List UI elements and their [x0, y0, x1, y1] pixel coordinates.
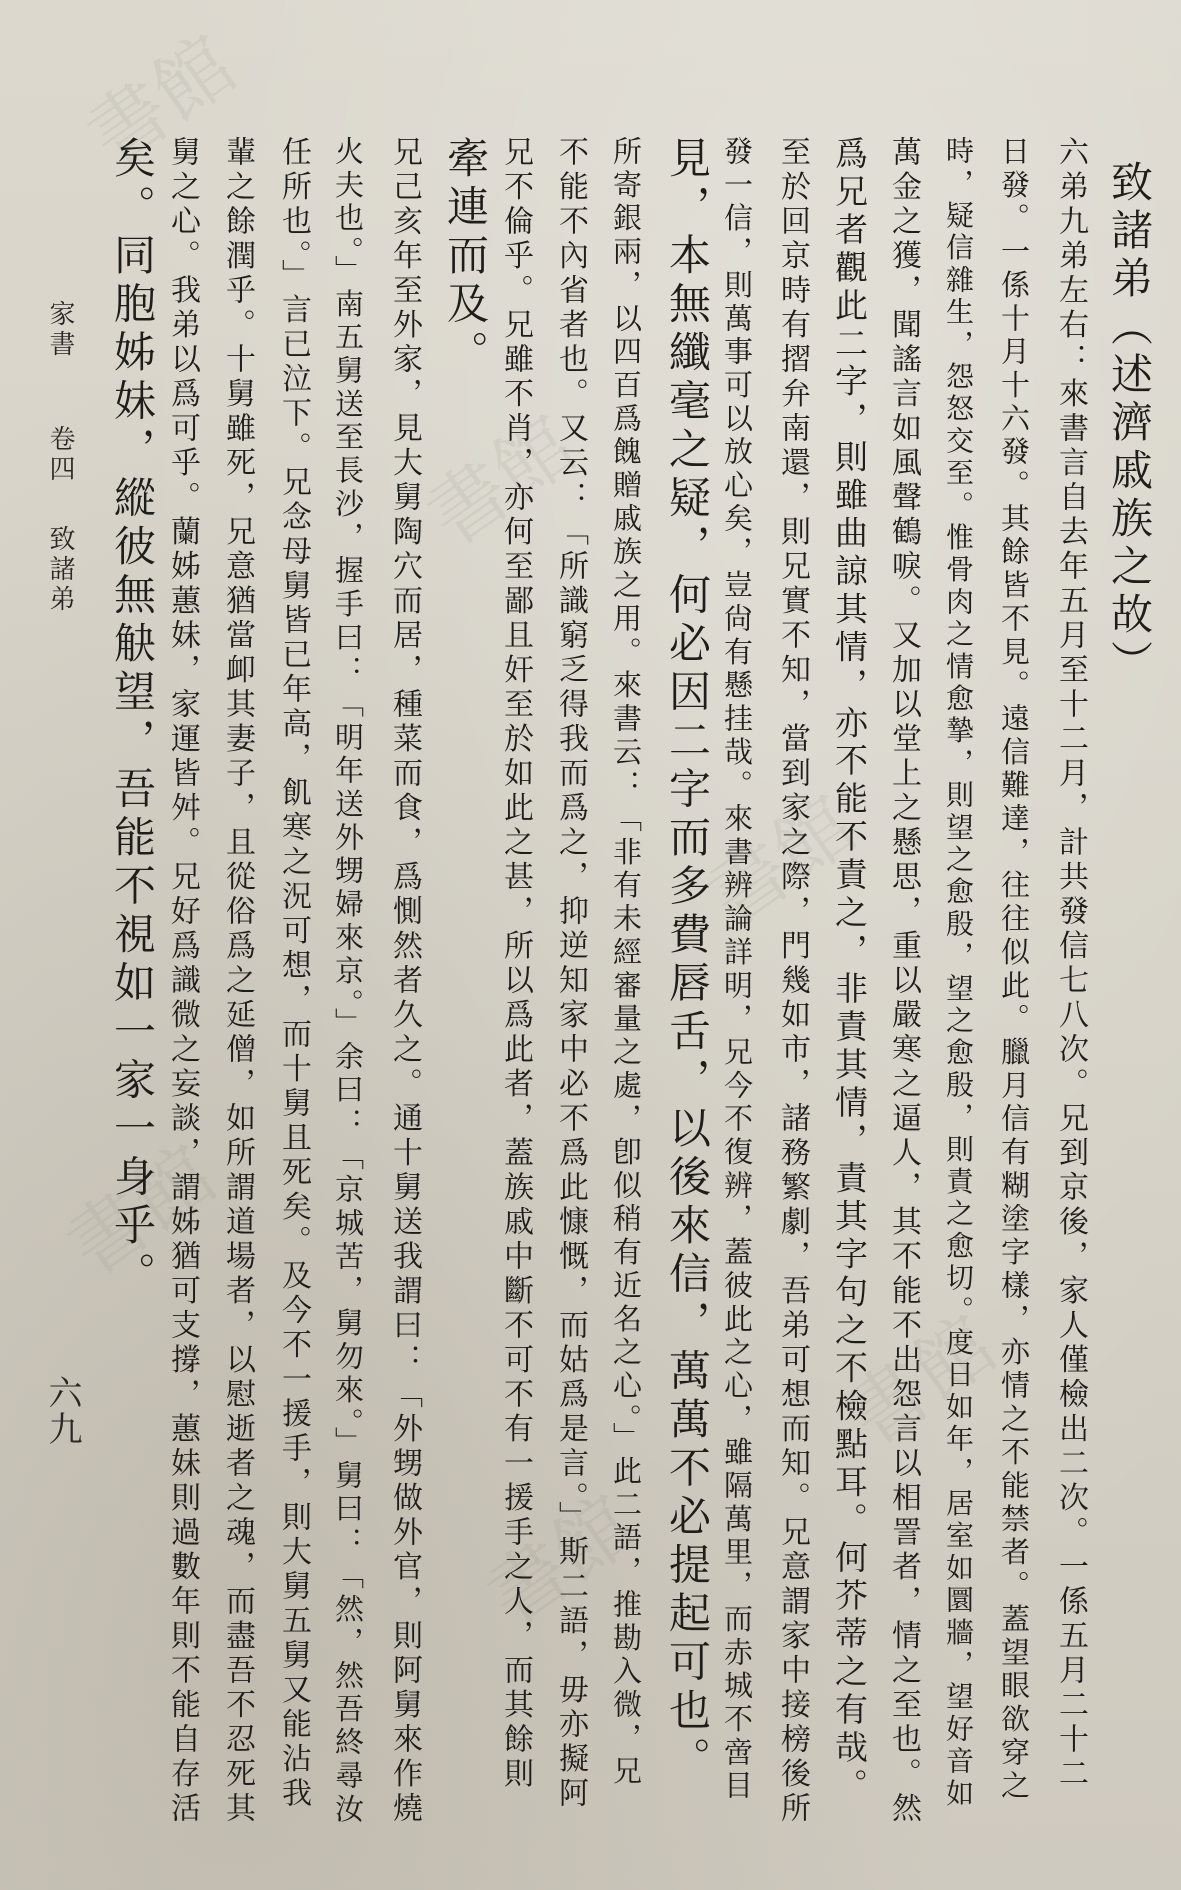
- text-column: 不能不內省者也。又云：「所識窮乏得我而爲之，抑逆知家中必不爲此慷慨，而姑爲是言。」斯二語，毋亦擬阿: [553, 136, 588, 1812]
- text-column: 任所也。」言已泣下。兄念母舅皆已年高，飢寒之況可想，而十舅且死矣。及今不一援手，則大舅五舅又能沾我: [276, 136, 311, 1812]
- text-column: 日發。一係十月十六發。其餘皆不見。遠信難達，往往似此。臘月信有糊塗字樣，亦情之不能禁者。蓋望眼欲穿之: [997, 136, 1031, 1804]
- running-header-section: 致諸弟: [45, 525, 75, 615]
- watermark: 書館: [412, 400, 592, 564]
- text-column: 兄不倫乎。兄雖不肖，亦何至鄙且奸至於如此之甚，所以爲此者，蓋族戚中斷不可不有一援手之人，而其餘則: [498, 136, 533, 1792]
- text-column: 發一信，則萬事可以放心矣，豈尙有懸挂哉。來書辨論詳明，兄今不復辨，蓋彼此之心，雖隔萬里，而赤城不啻目: [720, 136, 754, 1804]
- text-column: 至於回京時有摺弁南還，則兄實不知，當到家之際，門幾如市，諸務繁劇，吾弟可想而知。兄意謂家中接榜後所: [775, 136, 810, 1827]
- text-column: 時，疑信雜生，怨怒交至。惟骨肉之情愈摯，則望之愈殷，望之愈殷，則責之愈切。度日如年，居室如圜牆，望好音如: [942, 136, 975, 1811]
- watermark: 書館: [832, 1300, 1012, 1464]
- running-header-volume: 卷四: [45, 425, 75, 485]
- text-column: 牽連而及。: [441, 136, 490, 379]
- text-column: 火夫也。」南五舅送至長沙，握手曰：「明年送外甥婦來京。」余曰：「京城苦，舅勿來。」舅曰：「然，然吾終尋汝: [331, 136, 365, 1827]
- text-column: 所寄銀兩，以四百爲餽贈戚族之用。來書云：「非有未經審量之處，卽似稍有近名之心。」此二語，推勘入微，兄: [609, 136, 643, 1789]
- watermark: 書館: [52, 1130, 232, 1294]
- text-column: 六弟九弟左右：來書言自去年五月至十二月，計共發信七八次。兄到京後，家人僅檢出二次。一係五月二十二: [1053, 136, 1088, 1792]
- text-column: 見，本無纖毫之疑，何必因二字而多費唇舌，以後來信，萬萬不必提起可也。: [663, 136, 712, 1785]
- text-column: 爲兄者觀此二字，則雖曲諒其情，亦不能不責之，非責其情，責其字句之不檢點耳。何芥蒂之有哉。: [830, 136, 869, 1806]
- text-column: 舅之心。我弟以爲可乎。蘭姊蕙妹，家運皆舛。兄好爲識微之妄談，謂姊猶可支撐，蕙妹則過數年則不能自存活: [165, 136, 200, 1827]
- watermark: 書館: [692, 780, 872, 944]
- text-column: 矣。同胞姊妹，縱彼無觖望，吾能不視如一家一身乎。: [108, 136, 157, 1300]
- watermark: 書館: [72, 20, 252, 184]
- text-column: 萬金之獲，聞謠言如風聲鶴唳。又加以堂上之懸思，重以嚴寒之逼人，其不能不出怨言以相詈者，情之至也。然: [886, 136, 921, 1827]
- text-column: 兄己亥年至外家，見大舅陶穴而居，種菜而食，爲惻然者久之。通十舅送我謂曰：「外甥做外官，則阿舅來作燒: [387, 136, 422, 1827]
- text-column: 輩之餘潤乎。十舅雖死，兄意猶當卹其妻子，且從俗爲之延僧，如所謂道場者，以慰逝者之魂，而盡吾不忍死其: [220, 136, 255, 1827]
- page-number: 六九: [42, 1375, 82, 1447]
- letter-title: 致諸弟（述濟戚族之故）: [1105, 160, 1154, 688]
- running-header-book: 家書: [45, 300, 75, 360]
- watermark: 書館: [472, 1480, 652, 1644]
